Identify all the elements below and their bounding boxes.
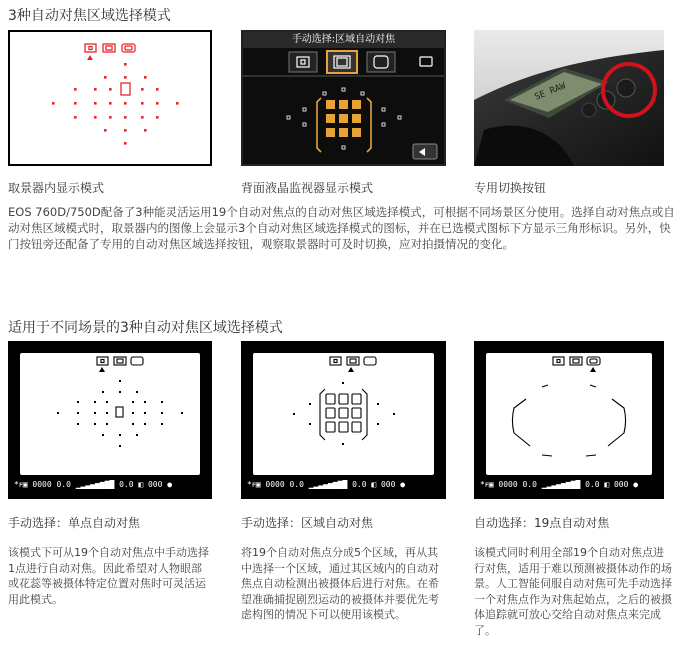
section2-title: 适用于不同场景的3种自动对焦区域选择模式 — [8, 320, 283, 336]
caption-lcd: 背面液晶监视器显示模式 — [241, 181, 374, 195]
mode-label-19-point — [474, 514, 609, 531]
lcd-screen-title: 手动选择:区域自动对焦 — [243, 32, 444, 48]
mode-label-name: 区域自动对焦 — [301, 516, 374, 530]
viewfinder-single-point — [8, 341, 212, 499]
section1-paragraph: EOS 760D/750D配备了3种能灵活运用19个自动对焦点的自动对焦区域选择模式，可根据不同场景区分使用。选择自动对焦点或自动对焦区域模式时，取景器内的图像上会显示3个自动对焦区域选择模式的图标，并在已选模式图标下方显示三角形标识。另外，快门按钮旁还配备了专用的自动对焦区域选择按钮，观察取景器时可及时切换，应对拍摄情况的变化。 — [8, 205, 675, 251]
caption-viewfinder: 取景器内显示模式 — [8, 181, 105, 195]
mode-label-prefix: 手动选择： — [8, 516, 69, 530]
viewfinder-19-point-auto — [474, 341, 664, 499]
viewfinder-diagram — [8, 30, 212, 166]
section1-title: 3种自动对焦区域选择模式 — [8, 8, 171, 24]
status-line-1: *ꜰ▣ 0000 0.0 ▁▂▃▄▅▆▇█ 0.0 ◧ 000 ● — [14, 480, 173, 489]
mode-desc-single-point: 该模式下可从19个自动对焦点中手动选择1点进行自动对焦。因此希望对人物眼部或花蕊等被摄体特定位置对焦时可灵活运用此模式。 — [8, 546, 209, 606]
lcd-monitor-screen — [241, 30, 446, 166]
mode-label-name: 19点自动对焦 — [534, 516, 610, 530]
mode-label-prefix: 自动选择： — [474, 516, 535, 530]
mode-desc-19-point: 该模式同时利用全部19个自动对焦点进行对焦，适用于难以预测被摄体动作的场景。人工智能伺服自动对焦可先手动选择一个对焦点作为对焦起始点，之后的被摄体追踪就可放心交给自动对焦点来完成了。 — [474, 546, 672, 637]
camera-top-photo — [474, 30, 664, 166]
mode-label-name: 单点自动对焦 — [68, 516, 141, 530]
status-line-3: *ꜰ▣ 0000 0.0 ▁▂▃▄▅▆▇█ 0.0 ◧ 000 ● — [480, 480, 639, 489]
mode-label-prefix: 手动选择： — [241, 516, 302, 530]
mode-label-zone-af — [241, 514, 373, 531]
mode-desc-zone-af: 将19个自动对焦点分成5个区域，再从其中选择一个区域，通过其区域内的自动对焦点自动检测出被摄体后进行对焦。在希望准确捕捉剧烈运动的被摄体并要优先考虑构图的情况下可以使用该模式。 — [241, 546, 439, 621]
status-line-2: *ꜰ▣ 0000 0.0 ▁▂▃▄▅▆▇█ 0.0 ◧ 000 ● — [247, 480, 406, 489]
viewfinder-zone-af — [241, 341, 446, 499]
svg-text:SE RAW: SE RAW — [533, 81, 568, 103]
mode-label-single-point — [8, 514, 140, 531]
caption-button: 专用切换按钮 — [474, 181, 547, 195]
